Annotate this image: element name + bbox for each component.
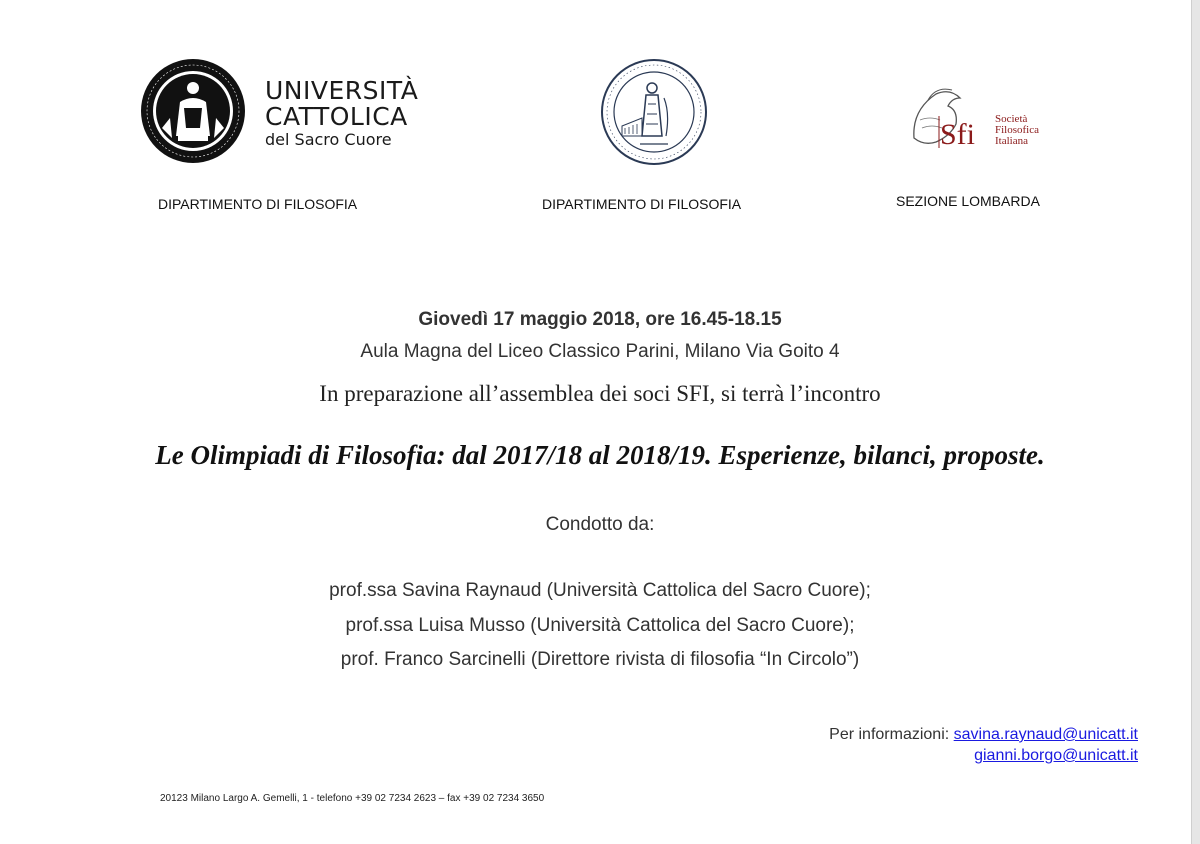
ucsc-seal-logo [140, 58, 246, 164]
sfi-name-line2: Filosofica [995, 124, 1039, 136]
speaker-item: prof.ssa Savina Raynaud (Università Cattolica del Sacro Cuore); [329, 580, 871, 601]
event-intro: In preparazione all’assemblea dei soci SFI, si terrà l’incontro [319, 381, 881, 406]
sfi-name-line1: Società [995, 113, 1028, 125]
footer-address: 20123 Milano Largo A. Gemelli, 1 - telefono +39 02 7234 2623 – fax +39 02 7234 3650 [160, 793, 545, 804]
sfi-section-label: SEZIONE LOMBARDA [896, 193, 1040, 209]
ucsc-wordmark [265, 78, 418, 148]
event-date-time: Giovedì 17 maggio 2018, ore 16.45-18.15 [418, 309, 782, 330]
event-venue: Aula Magna del Liceo Classico Parini, Milano Via Goito 4 [360, 341, 840, 362]
email-link-gianni[interactable]: gianni.borgo@unicatt.it [974, 747, 1138, 764]
contact-info [829, 724, 1138, 766]
sfi-name [995, 114, 1039, 147]
contact-label: Per informazioni: [829, 726, 950, 743]
conducted-by-label: Condotto da: [545, 514, 655, 535]
sfi-monogram: Sfi [940, 118, 976, 151]
unimi-seal-logo [600, 58, 708, 166]
ucsc-department-label: DIPARTIMENTO DI FILOSOFIA [158, 196, 358, 212]
page-edge-scrollbar [1191, 0, 1200, 844]
email-link-savina[interactable]: savina.raynaud@unicatt.it [953, 726, 1138, 743]
ucsc-name-line2: CATTOLICA [265, 102, 408, 131]
speaker-item: prof.ssa Luisa Musso (Università Cattolica del Sacro Cuore); [345, 615, 855, 636]
sfi-name-line3: Italiana [995, 135, 1028, 147]
ucsc-name-line1: UNIVERSITÀ [265, 76, 419, 105]
ucsc-name-line3: del Sacro Cuore [265, 130, 392, 149]
speaker-item: prof. Franco Sarcinelli (Direttore rivista di filosofia “In Circolo”) [340, 649, 860, 670]
unimi-department-label: DIPARTIMENTO DI FILOSOFIA [542, 196, 742, 212]
event-title: Le Olimpiadi di Filosofia: dal 2017/18 al 2018/19. Esperienze, bilanci, proposte. [155, 440, 1045, 470]
sfi-logo [906, 80, 1066, 160]
